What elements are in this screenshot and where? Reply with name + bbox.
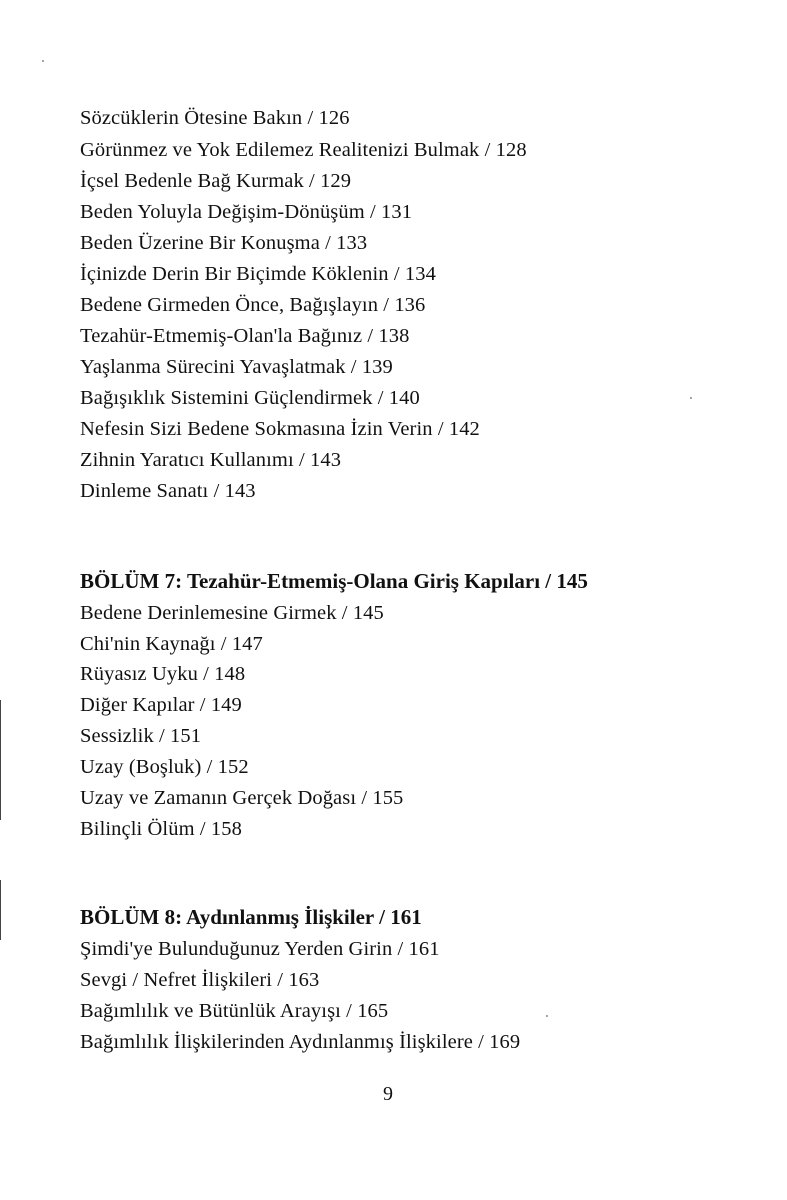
- scan-edge-line: [0, 700, 1, 820]
- toc-entry: Bağımlılık ve Bütünlük Arayışı / 165: [80, 1000, 389, 1022]
- toc-entry: Nefesin Sizi Bedene Sokmasına İzin Verin / 142: [80, 418, 480, 440]
- toc-entry: Uzay (Boşluk) / 152: [80, 756, 249, 778]
- scan-speck: [42, 60, 44, 62]
- toc-entry: Diğer Kapılar / 149: [80, 694, 242, 716]
- toc-entry: Şimdi'ye Bulunduğunuz Yerden Girin / 161: [80, 938, 440, 960]
- toc-entry: Sevgi / Nefret İlişkileri / 163: [80, 969, 320, 991]
- chapter-heading: BÖLÜM 7: Tezahür-Etmemiş-Olana Giriş Kapıları / 145: [80, 569, 588, 593]
- chapter-heading: BÖLÜM 8: Aydınlanmış İlişkiler / 161: [80, 905, 422, 929]
- toc-entry: Sözcüklerin Ötesine Bakın / 126: [80, 107, 350, 129]
- toc-entry: Bağışıklık Sistemini Güçlendirmek / 140: [80, 387, 420, 409]
- toc-entry: Yaşlanma Sürecini Yavaşlatmak / 139: [80, 356, 393, 378]
- scan-speck: [690, 397, 692, 399]
- scan-speck: [546, 1015, 548, 1017]
- toc-entry: İçsel Bedenle Bağ Kurmak / 129: [80, 170, 352, 192]
- toc-entry: Beden Yoluyla Değişim-Dönüşüm / 131: [80, 201, 413, 223]
- toc-entry: Rüyasız Uyku / 148: [80, 663, 246, 685]
- toc-entry: Görünmez ve Yok Edilemez Realitenizi Bulmak / 128: [80, 139, 527, 161]
- toc-entry: Bilinçli Ölüm / 158: [80, 818, 242, 840]
- toc-entry: Uzay ve Zamanın Gerçek Doğası / 155: [80, 787, 404, 809]
- toc-entry: Chi'nin Kaynağı / 147: [80, 633, 263, 655]
- toc-entry: Tezahür-Etmemiş-Olan'la Bağınız / 138: [80, 325, 410, 347]
- toc-entry: Dinleme Sanatı / 143: [80, 480, 256, 502]
- toc-entry: Bedene Girmeden Önce, Bağışlayın / 136: [80, 294, 426, 316]
- toc-entry: Bedene Derinlemesine Girmek / 145: [80, 602, 384, 624]
- page-number: 9: [383, 1083, 393, 1105]
- toc-entry: Sessizlik / 151: [80, 725, 202, 747]
- toc-entry: Zihnin Yaratıcı Kullanımı / 143: [80, 449, 342, 471]
- toc-entry: Beden Üzerine Bir Konuşma / 133: [80, 232, 368, 254]
- toc-entry: İçinizde Derin Bir Biçimde Köklenin / 134: [80, 263, 436, 285]
- toc-entry: Bağımlılık İlişkilerinden Aydınlanmış İlişkilere / 169: [80, 1031, 521, 1053]
- scan-edge-line: [0, 880, 1, 940]
